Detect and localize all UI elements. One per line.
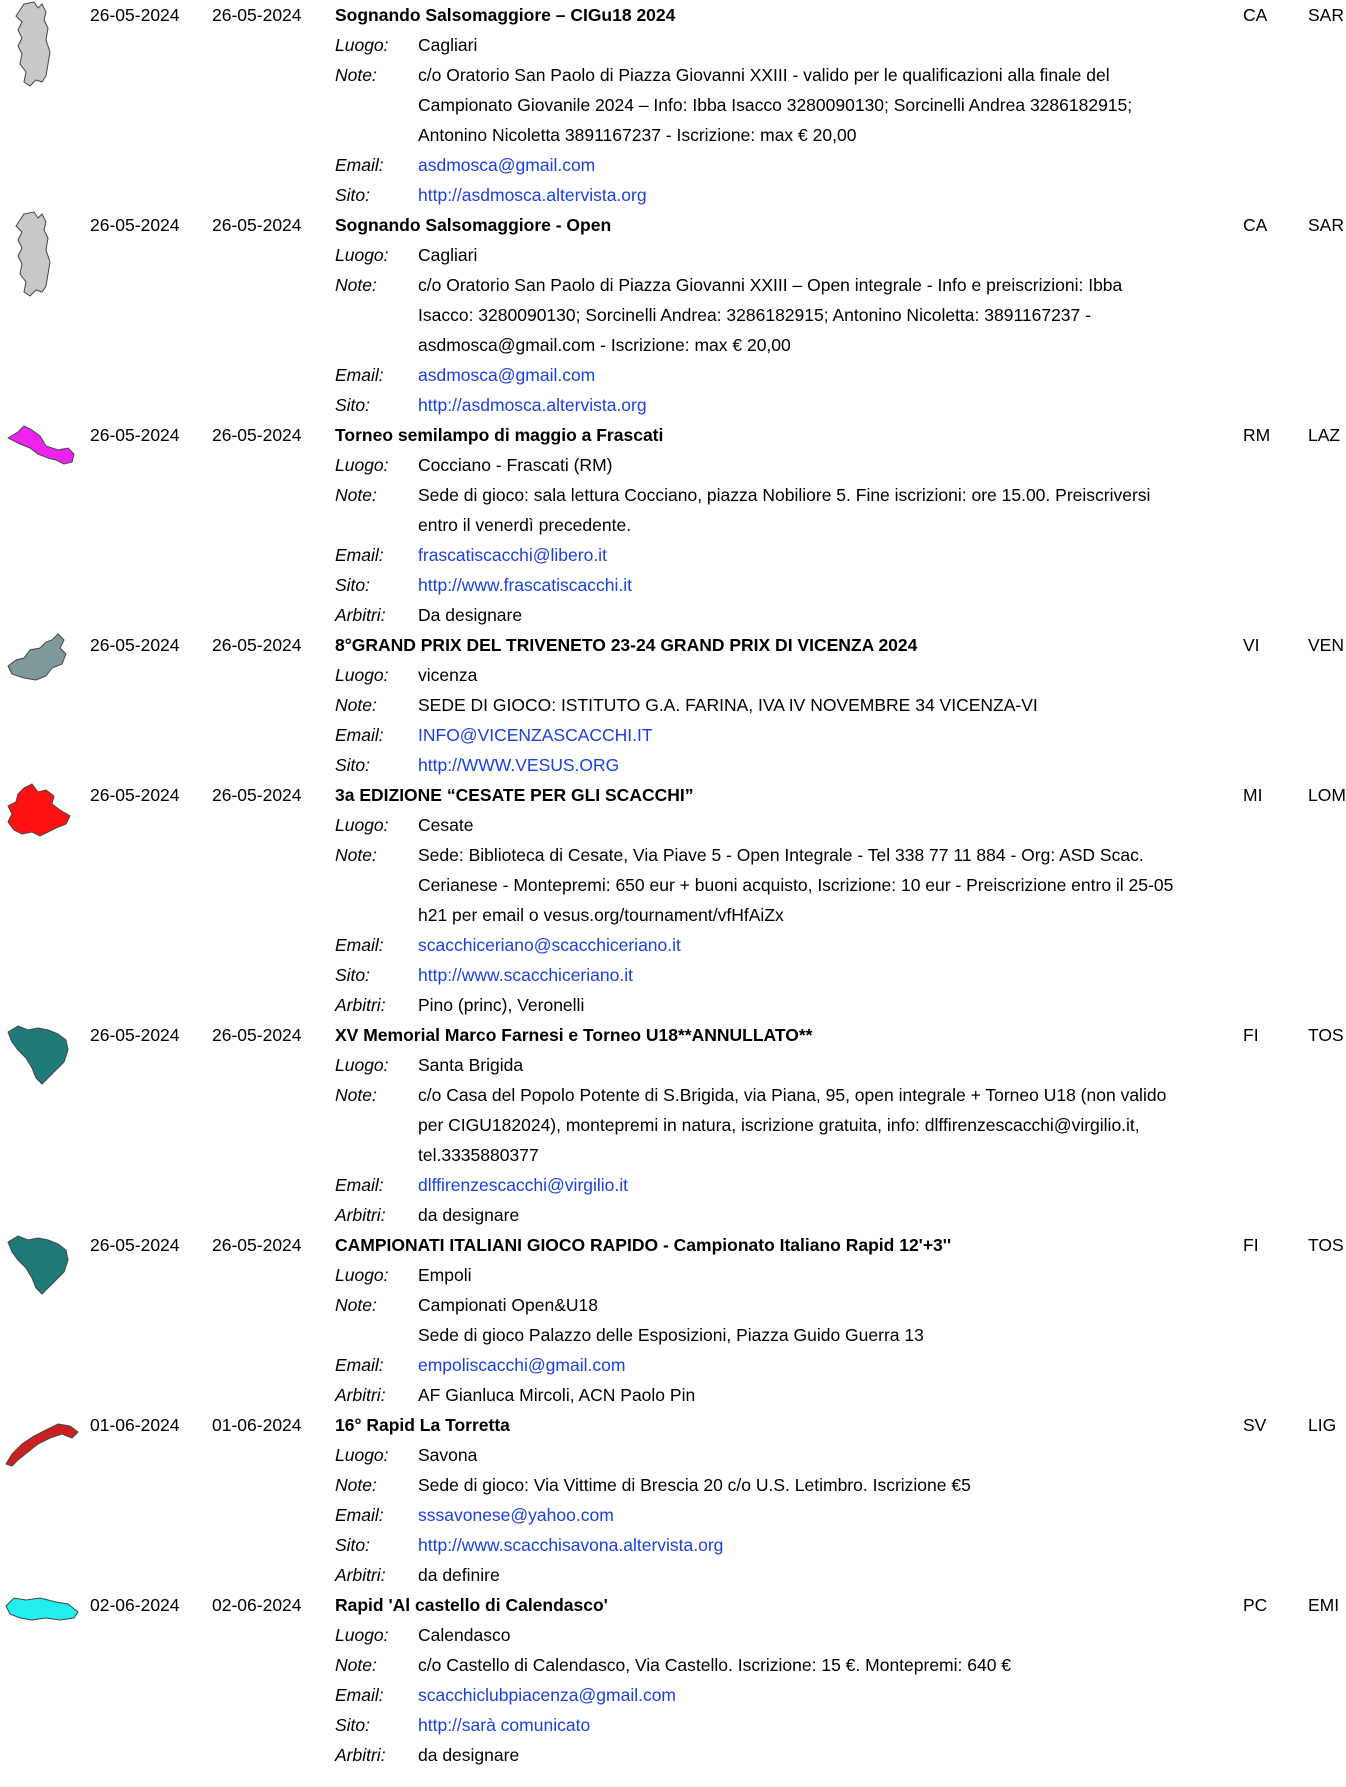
email-label: Email: (335, 935, 384, 955)
email-value[interactable]: frascatiscacchi@libero.it (418, 545, 607, 565)
note-row (0, 1080, 1340, 1110)
event-header (0, 0, 1344, 30)
event-header (0, 1230, 1344, 1260)
note-row (0, 90, 1340, 120)
email-value[interactable]: scacchiceriano@scacchiceriano.it (418, 935, 681, 955)
event-title: 8°GRAND PRIX DEL TRIVENETO 23-24 GRAND PRIX DI VICENZA 2024 (335, 635, 918, 655)
email-value[interactable]: dlffirenzescacchi@virgilio.it (418, 1175, 629, 1195)
email-label: Email: (335, 545, 384, 565)
sito-row (0, 1710, 1340, 1740)
arbitri-value: da definire (418, 1565, 500, 1585)
arbitri-label: Arbitri: (335, 1385, 386, 1405)
email-row (0, 930, 1340, 960)
luogo-label: Luogo: (335, 245, 389, 265)
arbitri-label: Arbitri: (335, 995, 386, 1015)
event-header (0, 1020, 1344, 1050)
date-start: 01-06-2024 (90, 1415, 180, 1435)
note-value: asdmosca@gmail.com - Iscrizione: max € 20,00 (418, 335, 791, 355)
email-label: Email: (335, 155, 384, 175)
sito-label: Sito: (335, 965, 371, 985)
note-label: Note: (335, 845, 377, 865)
arbitri-row (0, 1380, 1340, 1410)
arbitri-row (0, 1740, 1340, 1770)
luogo-value: Cagliari (418, 245, 478, 265)
event-header (0, 210, 1344, 240)
note-label: Note: (335, 275, 377, 295)
sito-label: Sito: (335, 185, 371, 205)
note-label: Note: (335, 485, 377, 505)
region-code: LAZ (1308, 425, 1341, 445)
note-row (0, 1290, 1340, 1320)
luogo-value: Cagliari (418, 35, 478, 55)
note-row (0, 690, 1340, 720)
sito-value[interactable]: http://www.scacchisavona.altervista.org (418, 1535, 724, 1555)
email-label: Email: (335, 365, 384, 385)
luogo-label: Luogo: (335, 1445, 389, 1465)
note-row (0, 840, 1340, 870)
note-value: c/o Castello di Calendasco, Via Castello. Iscrizione: 15 €. Montepremi: 640 € (418, 1655, 1012, 1675)
arbitri-row (0, 990, 1340, 1020)
arbitri-value: Pino (princ), Veronelli (418, 995, 585, 1015)
arbitri-value: Da designare (418, 605, 523, 625)
email-row (0, 360, 1340, 390)
arbitri-value: AF Gianluca Mircoli, ACN Paolo Pin (418, 1385, 696, 1405)
luogo-row (0, 450, 1340, 480)
email-label: Email: (335, 1685, 384, 1705)
sito-row (0, 180, 1340, 210)
province-code: FI (1243, 1025, 1259, 1045)
date-end: 26-05-2024 (212, 785, 302, 805)
luogo-label: Luogo: (335, 455, 389, 475)
luogo-row (0, 30, 1340, 60)
arbitri-row (0, 1560, 1340, 1590)
arbitri-row (0, 1200, 1340, 1230)
email-row (0, 720, 1340, 750)
event-header (0, 420, 1340, 450)
note-row (0, 330, 1340, 360)
event-header (0, 1590, 1340, 1620)
email-value[interactable]: sssavonese@yahoo.com (418, 1505, 614, 1525)
date-start: 26-05-2024 (90, 635, 180, 655)
note-value: Isacco: 3280090130; Sorcinelli Andrea: 3286182915; Antonino Nicoletta: 3891167237 - (418, 305, 1091, 325)
date-start: 26-05-2024 (90, 785, 180, 805)
event-title: Sognando Salsomaggiore - Open (335, 215, 612, 235)
event-entry (0, 0, 1344, 210)
event-header (0, 780, 1346, 810)
luogo-label: Luogo: (335, 1265, 389, 1285)
sito-value[interactable]: http://www.frascatiscacchi.it (418, 575, 632, 595)
sito-label: Sito: (335, 395, 371, 415)
email-value[interactable]: INFO@VICENZASCACCHI.IT (418, 725, 653, 745)
event-title: Rapid 'Al castello di Calendasco' (335, 1595, 608, 1615)
event-entry (0, 630, 1344, 780)
note-label: Note: (335, 1295, 377, 1315)
date-start: 26-05-2024 (90, 1025, 180, 1045)
date-start: 26-05-2024 (90, 215, 180, 235)
sito-value[interactable]: http://WWW.VESUS.ORG (418, 755, 620, 775)
luogo-row (0, 1440, 1340, 1470)
email-label: Email: (335, 725, 384, 745)
sito-value[interactable]: http://asdmosca.altervista.org (418, 395, 647, 415)
event-entry (0, 1590, 1340, 1770)
date-end: 01-06-2024 (212, 1415, 302, 1435)
email-row (0, 540, 1340, 570)
note-label: Note: (335, 1475, 377, 1495)
region-code: SAR (1308, 215, 1344, 235)
date-end: 26-05-2024 (212, 1025, 302, 1045)
province-code: MI (1243, 785, 1263, 805)
note-value: c/o Casa del Popolo Potente di S.Brigida, via Piana, 95, open integrale + Torneo U18 (non valido (418, 1085, 1167, 1105)
note-row (0, 900, 1340, 930)
event-entry (0, 1410, 1340, 1590)
note-row (0, 270, 1340, 300)
note-row (0, 1110, 1340, 1140)
note-row (0, 120, 1340, 150)
date-end: 26-05-2024 (212, 425, 302, 445)
note-value: tel.3335880377 (418, 1145, 539, 1165)
luogo-row (0, 1620, 1340, 1650)
note-value: Sede di gioco: Via Vittime di Brescia 20 c/o U.S. Letimbro. Iscrizione €5 (418, 1475, 971, 1495)
email-row (0, 1170, 1340, 1200)
note-value: Cerianese - Montepremi: 650 eur + buoni acquisto, Iscrizione: 10 eur - Preiscrizione entro il 25-05 (418, 875, 1174, 895)
date-start: 26-05-2024 (90, 1235, 180, 1255)
sito-label: Sito: (335, 755, 371, 775)
event-header (0, 1410, 1340, 1440)
sito-row (0, 570, 1340, 600)
event-title: XV Memorial Marco Farnesi e Torneo U18**ANNULLATO** (335, 1025, 813, 1045)
province-code: CA (1243, 215, 1268, 235)
email-label: Email: (335, 1505, 384, 1525)
note-value: Sede di gioco: sala lettura Cocciano, piazza Nobiliore 5. Fine iscrizioni: ore 15.00. Preiscriversi (418, 485, 1151, 505)
region-code: SAR (1308, 5, 1344, 25)
event-entry (0, 420, 1340, 630)
event-entry (0, 1230, 1344, 1410)
note-value: h21 per email o vesus.org/tournament/vfHfAiZx (418, 905, 784, 925)
luogo-value: Calendasco (418, 1625, 511, 1645)
email-row (0, 1680, 1340, 1710)
event-title: Torneo semilampo di maggio a Frascati (335, 425, 664, 445)
date-end: 26-05-2024 (212, 215, 302, 235)
email-row (0, 150, 1340, 180)
luogo-label: Luogo: (335, 35, 389, 55)
note-label: Note: (335, 695, 377, 715)
luogo-row (0, 660, 1340, 690)
note-row (0, 1470, 1340, 1500)
note-value: Sede di gioco Palazzo delle Esposizioni, Piazza Guido Guerra 13 (418, 1325, 924, 1345)
luogo-row (0, 1050, 1340, 1080)
sito-value[interactable]: http://asdmosca.altervista.org (418, 185, 647, 205)
sito-label: Sito: (335, 1715, 371, 1735)
note-value: c/o Oratorio San Paolo di Piazza Giovanni XXIII – Open integrale - Info e preiscrizioni: Ibba (418, 275, 1123, 295)
event-entry (0, 210, 1344, 420)
luogo-label: Luogo: (335, 665, 389, 685)
note-row (0, 480, 1340, 510)
arbitri-label: Arbitri: (335, 1565, 386, 1585)
note-value: Antonino Nicoletta 3891167237 - Iscrizione: max € 20,00 (418, 125, 857, 145)
note-value: per CIGU182024), montepremi in natura, iscrizione gratuita, info: dlffirenzescacchi@virgilio.it, (418, 1115, 1140, 1135)
luogo-row (0, 810, 1340, 840)
arbitri-value: da designare (418, 1205, 520, 1225)
email-label: Email: (335, 1355, 384, 1375)
luogo-label: Luogo: (335, 815, 389, 835)
arbitri-row (0, 600, 1340, 630)
luogo-value: Savona (418, 1445, 478, 1465)
note-value: entro il venerdì precedente. (418, 515, 632, 535)
email-value[interactable]: scacchiclubpiacenza@gmail.com (418, 1685, 677, 1705)
email-row (0, 1500, 1340, 1530)
event-header (0, 630, 1344, 660)
note-label: Note: (335, 1085, 377, 1105)
note-row (0, 510, 1340, 540)
date-start: 26-05-2024 (90, 425, 180, 445)
region-code: TOS (1308, 1235, 1344, 1255)
date-end: 26-05-2024 (212, 5, 302, 25)
note-row (0, 60, 1340, 90)
note-value: Sede: Biblioteca di Cesate, Via Piave 5 - Open Integrale - Tel 338 77 11 884 - Org: ASD Scac. (418, 845, 1144, 865)
luogo-label: Luogo: (335, 1055, 389, 1075)
email-row (0, 1350, 1340, 1380)
sito-row (0, 750, 1340, 780)
date-start: 26-05-2024 (90, 5, 180, 25)
note-value: Campionati Open&U18 (418, 1295, 598, 1315)
luogo-value: Santa Brigida (418, 1055, 524, 1075)
province-code: RM (1243, 425, 1271, 445)
note-value: SEDE DI GIOCO: ISTITUTO G.A. FARINA, IVA IV NOVEMBRE 34 VICENZA-VI (418, 695, 1038, 715)
luogo-value: Cesate (418, 815, 474, 835)
note-row (0, 1320, 1340, 1350)
province-code: VI (1243, 635, 1260, 655)
sito-row (0, 1530, 1340, 1560)
event-title: CAMPIONATI ITALIANI GIOCO RAPIDO - Campionato Italiano Rapid 12'+3'' (335, 1235, 952, 1255)
region-code: EMI (1308, 1595, 1340, 1615)
luogo-value: vicenza (418, 665, 478, 685)
event-entry (0, 780, 1346, 1020)
note-row (0, 1140, 1340, 1170)
arbitri-label: Arbitri: (335, 1745, 386, 1765)
note-row (0, 870, 1340, 900)
note-value: Campionato Giovanile 2024 – Info: Ibba Isacco 3280090130; Sorcinelli Andrea 3286182915; (418, 95, 1133, 115)
luogo-row (0, 240, 1340, 270)
email-label: Email: (335, 1175, 384, 1195)
sito-label: Sito: (335, 1535, 371, 1555)
arbitri-label: Arbitri: (335, 605, 386, 625)
sito-row (0, 390, 1340, 420)
note-label: Note: (335, 65, 377, 85)
note-row (0, 300, 1340, 330)
region-code: LIG (1308, 1415, 1337, 1435)
note-row (0, 1650, 1340, 1680)
sito-row (0, 960, 1340, 990)
arbitri-value: da designare (418, 1745, 520, 1765)
sito-value[interactable]: http://sarà comunicato (418, 1715, 591, 1735)
email-value[interactable]: empoliscacchi@gmail.com (418, 1355, 626, 1375)
province-code: FI (1243, 1235, 1259, 1255)
event-title: 3a EDIZIONE “CESATE PER GLI SCACCHI” (335, 785, 694, 805)
arbitri-label: Arbitri: (335, 1205, 386, 1225)
region-code: TOS (1308, 1025, 1344, 1045)
luogo-label: Luogo: (335, 1625, 389, 1645)
note-label: Note: (335, 1655, 377, 1675)
sito-label: Sito: (335, 575, 371, 595)
luogo-value: Cocciano - Frascati (RM) (418, 455, 613, 475)
event-title: Sognando Salsomaggiore – CIGu18 2024 (335, 5, 676, 25)
note-value: c/o Oratorio San Paolo di Piazza Giovanni XXIII - valido per le qualificazioni alla finale del (418, 65, 1110, 85)
sito-value[interactable]: http://www.scacchiceriano.it (418, 965, 633, 985)
province-code: PC (1243, 1595, 1268, 1615)
province-code: SV (1243, 1415, 1267, 1435)
email-value[interactable]: asdmosca@gmail.com (418, 365, 596, 385)
region-code: LOM (1308, 785, 1346, 805)
date-end: 26-05-2024 (212, 1235, 302, 1255)
date-end: 02-06-2024 (212, 1595, 302, 1615)
date-end: 26-05-2024 (212, 635, 302, 655)
event-title: 16° Rapid La Torretta (335, 1415, 510, 1435)
region-code: VEN (1308, 635, 1344, 655)
date-start: 02-06-2024 (90, 1595, 180, 1615)
email-value[interactable]: asdmosca@gmail.com (418, 155, 596, 175)
luogo-value: Empoli (418, 1265, 472, 1285)
luogo-row (0, 1260, 1340, 1290)
province-code: CA (1243, 5, 1268, 25)
event-entry (0, 1020, 1344, 1230)
